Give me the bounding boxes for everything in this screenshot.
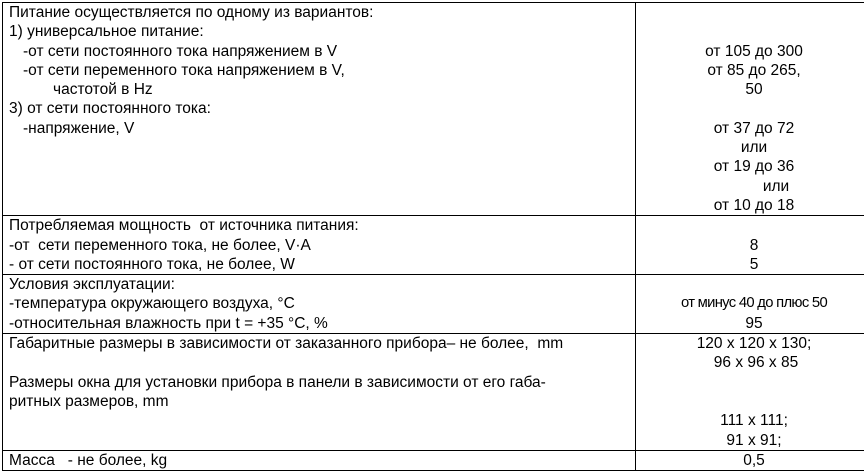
text-line: Габаритные размеры в зависимости от заказанного прибора– не более, mm — [9, 334, 635, 353]
text-line: частотой в Hz — [9, 80, 635, 99]
value-line — [642, 99, 864, 118]
value-line: от 10 до 18 — [642, 196, 864, 215]
text-line — [9, 353, 635, 372]
spacer-line — [9, 411, 635, 430]
power-supply-values — [636, 3, 864, 216]
spacer-line — [9, 157, 635, 176]
text-line: Потребляемая мощность от источника питания: — [9, 216, 635, 235]
value-line — [642, 275, 864, 294]
value-line: 0,5 — [642, 451, 864, 470]
value-line: 8 — [642, 236, 864, 255]
text-line: -напряжение, V — [9, 119, 635, 138]
value-line: 111 x 111; — [642, 411, 864, 430]
value-line: 5 — [642, 255, 864, 274]
table-row-dimensions — [3, 334, 864, 451]
value-line: 96 x 96 x 85 — [644, 353, 864, 372]
value-line — [642, 216, 864, 235]
text-line: - от сети постоянного тока, не более, W — [9, 255, 635, 274]
power-consumption-values — [636, 216, 864, 275]
spec-table — [2, 2, 864, 471]
spacer-line — [9, 431, 635, 450]
text-line: Масса - не более, kg — [9, 451, 635, 470]
table-row-power-consumption — [3, 216, 864, 275]
text-line: 1) универсальное питание: — [9, 22, 635, 41]
text-line: ритных размеров, mm — [9, 392, 635, 411]
text-line: -от сети переменного тока, не более, V·A — [9, 236, 635, 255]
value-line: от 85 до 265, — [642, 61, 864, 80]
value-line — [642, 392, 864, 411]
value-line: от 105 до 300 — [642, 42, 864, 61]
power-consumption-description — [3, 216, 636, 275]
text-line: -от сети постоянного тока напряжением в V — [9, 42, 635, 61]
spacer-line — [9, 196, 635, 215]
mass-description — [3, 450, 636, 470]
value-line: от 37 до 72 — [642, 119, 864, 138]
table-row-mass — [3, 450, 864, 470]
text-line: Условия эксплуатации: — [9, 275, 635, 294]
value-line: от 19 до 36 — [642, 157, 864, 176]
value-line: от минус 40 до плюс 50 — [642, 294, 864, 313]
table-row-power-supply — [3, 3, 864, 216]
value-line: или — [642, 138, 864, 157]
text-line: -от сети переменного тока напряжением в V, — [9, 61, 635, 80]
text-line: -относительная влажность при t = +35 °C, % — [9, 314, 635, 333]
text-line: 3) от сети постоянного тока: — [9, 99, 635, 118]
spacer-line — [9, 177, 635, 196]
value-line: 91 x 91; — [642, 431, 864, 450]
table-row-operating-conditions — [3, 275, 864, 334]
dimensions-values — [636, 334, 864, 451]
operating-conditions-description — [3, 275, 636, 334]
value-line: 50 — [642, 80, 864, 99]
text-line: -температура окружающего воздуха, °C — [9, 294, 635, 313]
value-line — [642, 3, 864, 22]
value-line: 95 — [642, 314, 864, 333]
operating-conditions-values — [636, 275, 864, 334]
value-line: 120 x 120 x 130; — [642, 334, 864, 353]
power-supply-description — [3, 3, 636, 216]
spacer-line — [9, 138, 635, 157]
value-line — [642, 22, 864, 41]
text-line: Питание осуществляется по одному из вариантов: — [9, 3, 635, 22]
text-line: Размеры окна для установки прибора в панели в зависимости от его габа- — [9, 373, 635, 392]
mass-value — [636, 450, 864, 470]
value-line: или — [664, 177, 864, 196]
value-line — [642, 373, 864, 392]
dimensions-description — [3, 334, 636, 451]
